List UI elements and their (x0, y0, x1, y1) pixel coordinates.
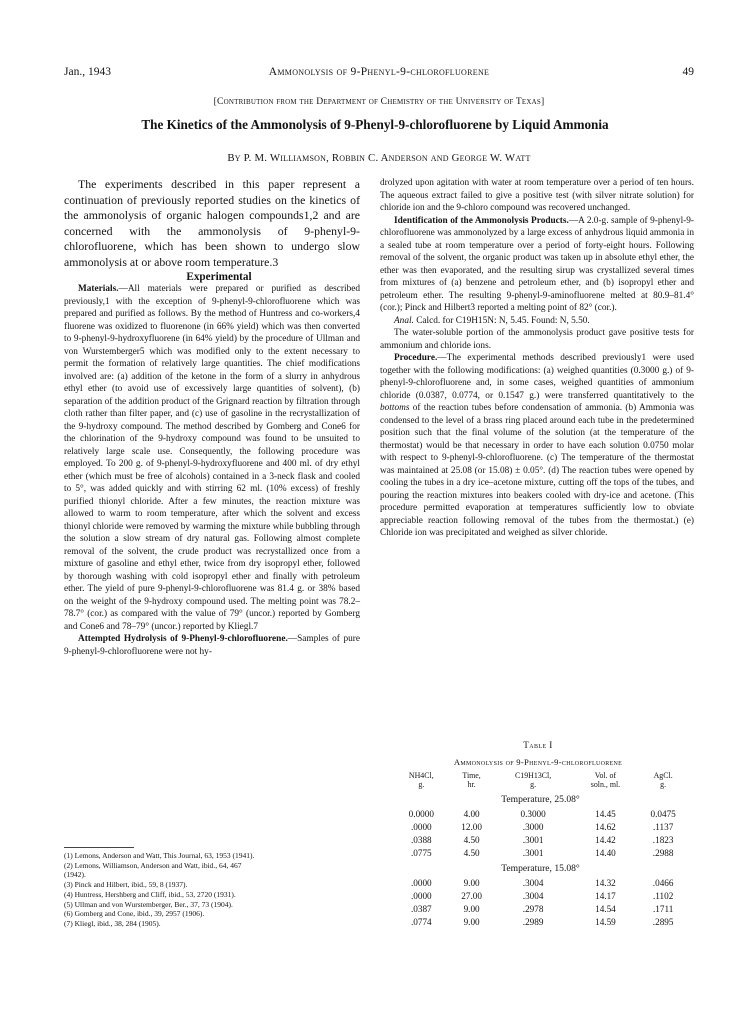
footnote: (3) Pinck and Hilbert, ibid., 59, 8 (1937). (64, 880, 188, 890)
materials-run-in-head: Materials. (78, 284, 119, 295)
identification-paragraph (380, 215, 694, 315)
materials-paragraph (64, 283, 360, 633)
table-row: .0388 4.50 .3001 14.42 .1823 (410, 835, 674, 845)
intro-paragraph: The experiments described in this paper represent a continuation of previously reported studies on the kinetics of the ammonolysis of organic halogen compounds1,2 and are concerned with the ammonolysis of 9-phenyl-9-chlorofluorene, which has been shown to undergo slow ammonolysis at or above room temperature.3 (64, 177, 360, 269)
anal-text: Calcd. for C19H15N: N, 5.45. Found: N, 5.50. (416, 315, 590, 326)
materials-text: —All materials were prepared or purified as described previously,1 with the exception of 9-phenyl-9-chlorofluorene which was prepared and purified as follows. By the method of Huntress and co-workers,4 fluorene was oxidized to fluorenone (in 66% yield) which was then converted to 9-phenyl-9-hydroxyfluorene (in 64% yield) by the procedure of Ullman and von Wurstemberger5 which was modified only to the extent necessary to permit the formation of relatively large quantities. The chief modifications involved are: (a) addition of the ketone in the form of a slurry in anhydrous ethyl ether (to avoid use of excessively large quantities of solvent), (b) separation of the addition product of the Grignard reaction by filtration through cloth rather than filter paper, and (c) use of gasoline in the recrystallization of the 9-hydroxy compound. The method described by Gomberg and Cone6 for the chlorination of the 9-hydroxy compound was found to be unsuited to relatively large scale use. Consequently, the following procedure was employed. To 200 g. of 9-phenyl-9-hydroxyfluorene and 400 ml. of dry ethyl ether (which must be free of alcohols) contained in a 3-neck flask and cooled to 5°, was added quickly and with stirring 62 ml. (10% excess) of freshly purified thionyl chloride. After a few minutes, the reaction mixture was allowed to warm to room temperature, after which the solvent and excess thionyl chloride were removed by warming the mixture while bubbling through the solution a slow stream of dry natural gas. Following almost complete removal of the solvent, the crude product was recrystallized once from a mixture of gasoline and ethyl ether, twice from dry isopropyl ether, followed by thorough washing with cold isopropyl ether and finally with petroleum ether. The yield of pure 9-phenyl-9-chlorofluorene was 81.4 g. or 38% based on the weight of the 9-hydroxy compound used. The melting point was 78.2–78.7° (cor.) as compared with the value of 79° (uncor.) reported by Gomberg and Cone6 and 78–79° (uncor.) reported by Kliegl.7 (64, 284, 360, 632)
table-row: .0774 9.00 .2989 14.59 .2895 (410, 917, 674, 927)
hydrolysis-paragraph (64, 633, 360, 658)
footnote: (1) Lemons, Anderson and Watt, This Journal, 63, 1953 (1941). (64, 851, 255, 860)
footnote: (2) Lemons, Williamson, Anderson and Watt, ibid., 64, 467 (64, 860, 242, 870)
running-title: Ammonolysis of 9-Phenyl-9-chlorofluorene (268, 66, 490, 78)
procedure-run-in-head: Procedure. (394, 353, 438, 363)
footnote: (6) Gomberg and Cone, ibid., 39, 2957 (1906). (64, 909, 205, 919)
procedure-paragraph (380, 352, 694, 540)
table-label: Table I (523, 740, 553, 750)
procedure-text-1: —The experimental methods described previously1 were used together with the following modifications: (a) weighed quantities (0.3000 g.) of 9-phenyl-9-chlorofluorene and, in some cases, weighed quantities of ammonium chloride (0.0387, 0.0774, or 0.1547 g.) were transferred quantitatively to the (380, 353, 694, 401)
column-header: NH4Cl, g. (408, 771, 434, 789)
hydrolysis-continued: drolyzed upon agitation with water at room temperature over a period of ten hours. The aqueous extract failed to give a positive test (with silver nitrate solution) for chloride ion and the 9-chloro compound was recovered unchanged. (380, 178, 694, 213)
table-row: .0775 4.50 .3001 14.40 .2988 (410, 848, 674, 858)
table-row: .0000 12.00 .3000 14.62 .1137 (410, 822, 674, 832)
identification-run-in-head: Identification of the Ammonolysis Products. (394, 215, 569, 226)
contribution-line: [Contribution from the Department of Chemistry of the University of Texas] (213, 96, 545, 107)
analysis-line (380, 315, 694, 328)
column-header: Vol. of soln., ml. (590, 771, 621, 789)
footnote: (5) Ullman and von Wurstemberger, Ber., 37, 73 (1904). (64, 899, 233, 909)
section-heading-experimental: Experimental (186, 270, 252, 283)
hydrolysis-run-in-head: Attempted Hydrolysis of 9-Phenyl-9-chlorofluorene. (78, 634, 288, 645)
column-header: C19H13Cl, g. (515, 771, 552, 789)
column-header: Time, hr. (462, 771, 481, 789)
footnote: (7) Kliegl, ibid., 38, 284 (1905). (64, 918, 161, 928)
group-header-row (393, 860, 688, 877)
table-row: .0000 27.00 .3004 14.17 .1102 (410, 891, 674, 901)
procedure-emphasis: bottoms (380, 403, 410, 413)
footnotes (64, 851, 360, 929)
hydrolysis-text: —Samples of pure 9-phenyl-9-chlorofluorene were not hy- (64, 634, 360, 657)
group-label: Temperature, 15.08° (501, 863, 580, 874)
footnote: (1942). (64, 870, 86, 880)
running-header (64, 66, 694, 82)
identification-text: —A 2.0-g. sample of 9-phenyl-9-chlorofluorene was ammonolyzed by a large excess of anhydrous liquid ammonia in a sealed tube at room temperature over a period of forty-eight hours. Following removal of the solvent, the organic product was taken up in absolute ethyl ether, the ether was then evaporated, and the resulting sirup was crystallized several times from mixtures of (a) benzene and petroleum ether, and (b) isopropyl ether and petroleum ether. The resulting 9-phenyl-9-aminofluorene melted at 80.9–81.4° (cor.); Pinck and Hilbert3 reported a melting point of 82° (cor.). (380, 215, 694, 313)
footnote: (4) Huntress, Hershberg and Cliff, ibid., 53, 2720 (1931). (64, 889, 236, 899)
right-column (380, 177, 694, 540)
water-soluble-paragraph: The water-soluble portion of the ammonolysis product gave positive tests for ammonium and chloride ions. (380, 328, 694, 351)
article-title: The Kinetics of the Ammonolysis of 9-Phenyl-9-chlorofluorene by Liquid Ammonia (141, 117, 609, 132)
table-row: .0000 9.00 .3004 14.32 .0466 (410, 878, 674, 888)
author-line: By P. M. Williamson, Robbin C. Anderson and George W. Watt (227, 152, 531, 164)
table-header-row (393, 771, 688, 791)
ammonolysis-table (393, 771, 688, 929)
table-body (393, 791, 688, 929)
group-label: Temperature, 25.08° (501, 794, 580, 805)
table-row: .0387 9.00 .2978 14.54 .1711 (410, 904, 674, 914)
left-column (64, 177, 360, 658)
footnote-rule (64, 847, 134, 848)
column-header: AgCl. g. (653, 771, 673, 789)
table-caption: Ammonolysis of 9-Phenyl-9-chlorofluorene (453, 757, 623, 767)
procedure-text-2: of the reaction tubes before condensation of ammonia. (b) Ammonia was condensed to the level of a brass ring placed around each tube in the predetermined position such that the final volume of the solution (at the temperature of the thermostat) would be that necessary in order to have each solution 0.0750 molar with respect to 9-phenyl-9-chlorofluorene. (c) The temperature of the thermostat was maintained at 25.08 (or 15.08) ± 0.05°. (d) The reaction tubes were opened by cooling the tubes in a dry ice–acetone mixture, cutting off the tops of the tubes, and pouring the reaction mixtures into beakers cooled with dry-ice and acetone. (This procedure permitted evaporation at temperatures sufficiently low to obviate appreciable reaction following removal of the tubes from the thermostat.) (e) Chloride ion was precipitated and weighed as silver chloride. (380, 403, 695, 538)
anal-label: Anal. (394, 315, 414, 326)
table-row: 0.0000 4.00 0.3000 14.45 0.0475 (408, 809, 676, 819)
issue-date: Jan., 1943 (64, 66, 111, 78)
group-header-row (393, 791, 688, 808)
page-number: 49 (682, 66, 694, 78)
